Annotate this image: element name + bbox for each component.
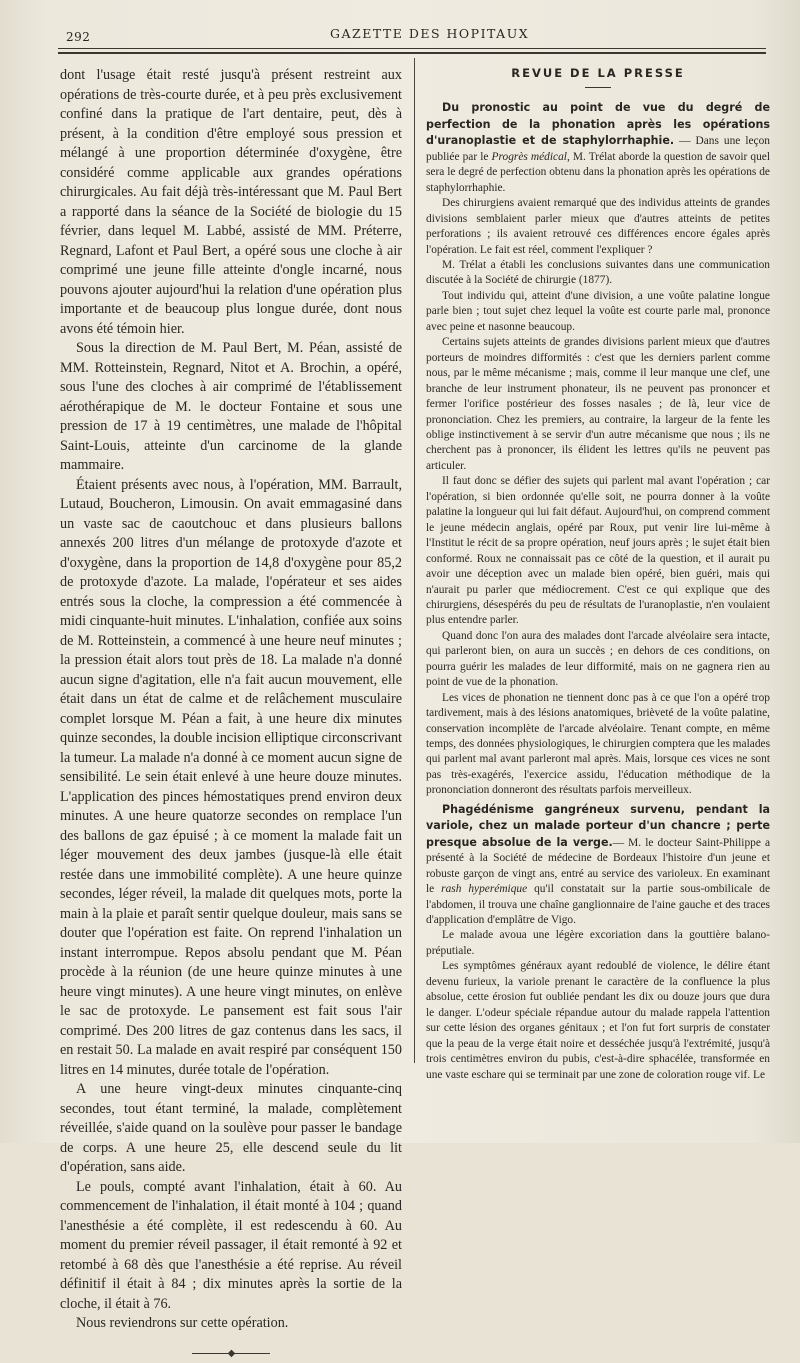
article-paragraph: Des chirurgiens avaient remarqué que des individus atteints de grandes divisions semblaient parler mieux que d'autres atteints de petites perforations ; ils avaient retrouvé ces différences encore égales après l'opération. Le fait est réel, comment l'expliquer ?: [426, 196, 770, 258]
end-ornament: ◆: [60, 1344, 402, 1363]
article-title: Phagédénisme gangréneux survenu, pendant la variole, chez un malade porteur d'un chancre ; perte presque absolue de la verge.: [426, 803, 770, 849]
article-intro: [426, 802, 770, 929]
page-number: 292: [66, 30, 90, 44]
journal-name: Progrès médical: [492, 151, 567, 163]
header-rule-thick: [58, 52, 766, 54]
article-lead-end: qu'il constatait sur la partie sous-ombilicale de l'abdomen, il trouva une chaîne ganglionnaire de l'aine gauche et des traces d'application d'emplâtre de Vigo.: [426, 883, 770, 926]
left-paragraph: Sous la direction de M. Paul Bert, M. Péan, assisté de MM. Rotteinstein, Regnard, Nitot et A. Brochin, a opéré, sous l'une des cloches à air comprimé de l'établissement aérothérapique de M. le docteur Fontaine et sous une pression de 17 à 19 centimètres, une malade de l'hôpital Saint-Louis, atteinte d'un carcinome de la glande mammaire.: [60, 339, 402, 476]
left-paragraph: Nous reviendrons sur cette opération.: [60, 1314, 402, 1334]
article-paragraph: Tout individu qui, atteint d'une division, a une voûte palatine longue parle bien ; tout sujet chez lequel la voûte est courte parle mal, prononce avec peine et nasonne beaucoup.: [426, 289, 770, 335]
article-lead-end: , M. Trélat aborde la question de savoir quel sera le degré de perfection obtenu dans la phonation après les opérations de staphylorrhaphie.: [426, 151, 770, 194]
left-paragraph: dont l'usage était resté jusqu'à présent restreint aux opérations de très-courte durée, et à peu près exclusivement confiné dans la pratique de l'art dentaire, peut, dès à présent, à la condition d'être employé sous pression et mélangé à une proportion déterminée d'oxygène, être considéré comme applicable aux grandes opérations chirurgicales. Au fait déjà très-intéressant que M. Paul Bert a rapporté dans la séance de la Société de biologie du 15 février, dans lequel M. Labbé, assisté de MM. Préterre, Regnard, Lafont et Paul Bert, a opéré sous une cloche à air comprimé une jeune fille atteinte d'ongle incarné, nous pouvons ajouter aujourd'hui la relation d'une opération plus importante et de beaucoup plus longue durée, dont nous avons été témoin hier.: [60, 66, 402, 339]
section-title-rule: [585, 87, 611, 88]
article-lead: — Dans une leçon publiée par le: [426, 135, 770, 162]
right-column: [426, 66, 770, 1083]
article-paragraph: Certains sujets atteints de grandes divisions parlent mieux que d'autres porteurs de moindres difformités : c'est que les derniers parlent comme nous, par le même mécanisme ; mais, comme il leur manque une clef, une branche de leur instrument phonateur, ils ne peuvent pas prononcer et fermer l'orifice postérieur des fosses nasales ; de là, leur vice de prononciation. Chez les premiers, au contraire, la largeur de la fente les oblige instinctivement à se servir d'un autre mécanisme que nous ; ils ne cherchent pas à prononcer, ils élident les lettres qu'ils ne peuvent pas articuler.: [426, 335, 770, 474]
article-paragraph: M. Trélat a établi les conclusions suivantes dans une communication discutée à la Société de chirurgie (1877).: [426, 258, 770, 289]
article-paragraph: Il faut donc se défier des sujets qui parlent mal avant l'opération ; car l'opération, si bien ordonnée qu'elle soit, ne pourra donner à la voûte palatine la longueur qui lui fait défaut. Aujourd'hui, on comprend comment le jeune médecin anglais, opéré par Roux, put venir lire lui-même à l'Institut le récit de sa propre opération, neuf jours après ; le sujet était bien conformé. Roux ne connaissait pas ce côté de la question, et il aurait pu avoir une déception avec un malade bien opéré, bien guéri, mais qui n'aurait pu parler que médiocrement. C'est ce qui explique que des chirurgiens, désespérés du peu de résultats de l'uranoplastie, n'en voulaient plus entendre parler.: [426, 474, 770, 629]
article-paragraph: Le malade avoua une légère excoriation dans la gouttière balano-préputiale.: [426, 928, 770, 959]
running-title: GAZETTE DES HOPITAUX: [330, 26, 529, 41]
article-intro: [426, 100, 770, 196]
article-paragraph: Les vices de phonation ne tiennent donc pas à ce que l'on a opéré trop tardivement, mais à des lésions anatomiques, brièveté de la voûte palatine, conservation incomplète de l'arcade alvéolaire. Tenant compte, en même temps, des données physiologiques, le chirurgien comptera que les malades qui parlent mal avant parleront mal après. Mais, lorsque ces vices ne sont pas très-exagérés, l'exercice assidu, l'éducation méthodique de la prononciation donneront des résultats parfois merveilleux.: [426, 691, 770, 799]
section-title: REVUE DE LA PRESSE: [426, 66, 770, 81]
header-rule: [58, 48, 766, 49]
column-divider: [414, 58, 415, 1063]
page-header: [0, 0, 800, 60]
left-column: [60, 66, 402, 1363]
article-lead: — M. le docteur Saint-Philippe a présenté à la Société de médecine de Bordeaux l'histoire d'un jeune et robuste garçon de vingt ans, entré au service des varioleux. En examinant le: [426, 837, 770, 895]
left-paragraph: Étaient présents avec nous, à l'opération, MM. Barrault, Lutaud, Boucheron, Limousin. On avait emmagasiné dans un vaste sac de caoutchouc et dans plusieurs ballons annexés 200 litres d'un mélange de protoxyde d'azote et d'oxygène, dans la proportion de 14,8 d'oxygène pour 85,2 de protoxyde d'azote. La malade, l'opérateur et ses aides entrés sous la cloche, la compression a été commencée à midi cinquante-huit minutes. L'inhalation, confiée aux soins de M. Rotteinstein, a commencé à une heure neuf minutes ; la pression était alors tout près de 18. La malade n'a donné aucun signe d'agitation, elle n'a fait aucun mouvement, elle était dans un état de calme et de relâchement musculaire complet lorsque M. Péan a fait, à une heure dix minutes quinze secondes, la double incision elliptique circonscrivant la tumeur. La malade n'a donné à ce moment aucun signe de sensibilité. Le sein était enlevé à une heure douze minutes. L'application des pinces hémostatiques prend environ deux minutes. A une heure quatorze secondes on remplace l'un des ballons de gaz épuisé ; à ce moment la malade fait un léger mouvement des deux jambes (jusque-là elle était restée dans une immobilité complète). A une heure quinze secondes, léger réveil, la malade dit quelques mots, porte la main à la plaie et paraît sentir quelque douleur, mais sans se douter que l'opération est faite. On reprend l'inhalation un instant interrompue. Repos absolu pendant que M. Péan procède à la réunion (de une heure quinze minutes à une heure vingt minutes). A une heure vingt minutes, on enlève le sac de protoxyde. Le pansement est fait sous l'air comprimé. Des 200 litres de gaz contenus dans les sacs, il en restait 50. La malade en avait respiré par conséquent 150 litres en 14 minutes, durée totale de l'opération.: [60, 476, 402, 1081]
left-paragraph: Le pouls, compté avant l'inhalation, était à 60. Au commencement de l'inhalation, il était monté à 104 ; quand l'anesthésie a été complète, il est redescendu à 60. Au moment du premier réveil passager, il était remonté à 92 et retombé à 68 dès que l'anesthésie a été reprise. Au réveil définitif il était à 84 ; dix minutes après la sortie de la cloche, il était à 76.: [60, 1178, 402, 1315]
article-paragraph: Les symptômes généraux ayant redoublé de violence, le délire étant devenu furieux, la variole prenant le caractère de la confluence la plus absolue, cette érosion fut oubliée pendant les dix ou douze jours que dura le danger. L'odeur spéciale répandue autour du malade rappela l'attention sur cette lésion des organes génitaux ; et l'on fut fort surpris de constater que la peau de la verge était noire et desséchée jusqu'à l'extrémité, jusqu'à trois centimètres environ du pubis, c'est-à-dire sphacélée, transformée en une vaste eschare qui se terminait par une zone de coloration rouge vif. Le: [426, 959, 770, 1083]
article-title: Du pronostic au point de vue du degré de perfection de la phonation après les opérations d'uranoplastie et de staphylorrhaphie.: [426, 101, 770, 147]
article-paragraph: Quand donc l'on aura des malades dont l'arcade alvéolaire sera intacte, qui parleront bien, on aura un succès ; en dehors de ces conditions, on pourra guérir les malades de leur difformité, mais on ne gagnera rien au point de vue de la phonation.: [426, 629, 770, 691]
left-paragraph: A une heure vingt-deux minutes cinquante-cinq secondes, tout étant terminé, la malade, complètement réveillée, s'aide quand on la soulève pour passer le bandage de corps. A une heure 25, elle descend seule du lit d'opération, sans aide.: [60, 1080, 402, 1178]
italic-term: rash hyperémique: [441, 883, 527, 895]
